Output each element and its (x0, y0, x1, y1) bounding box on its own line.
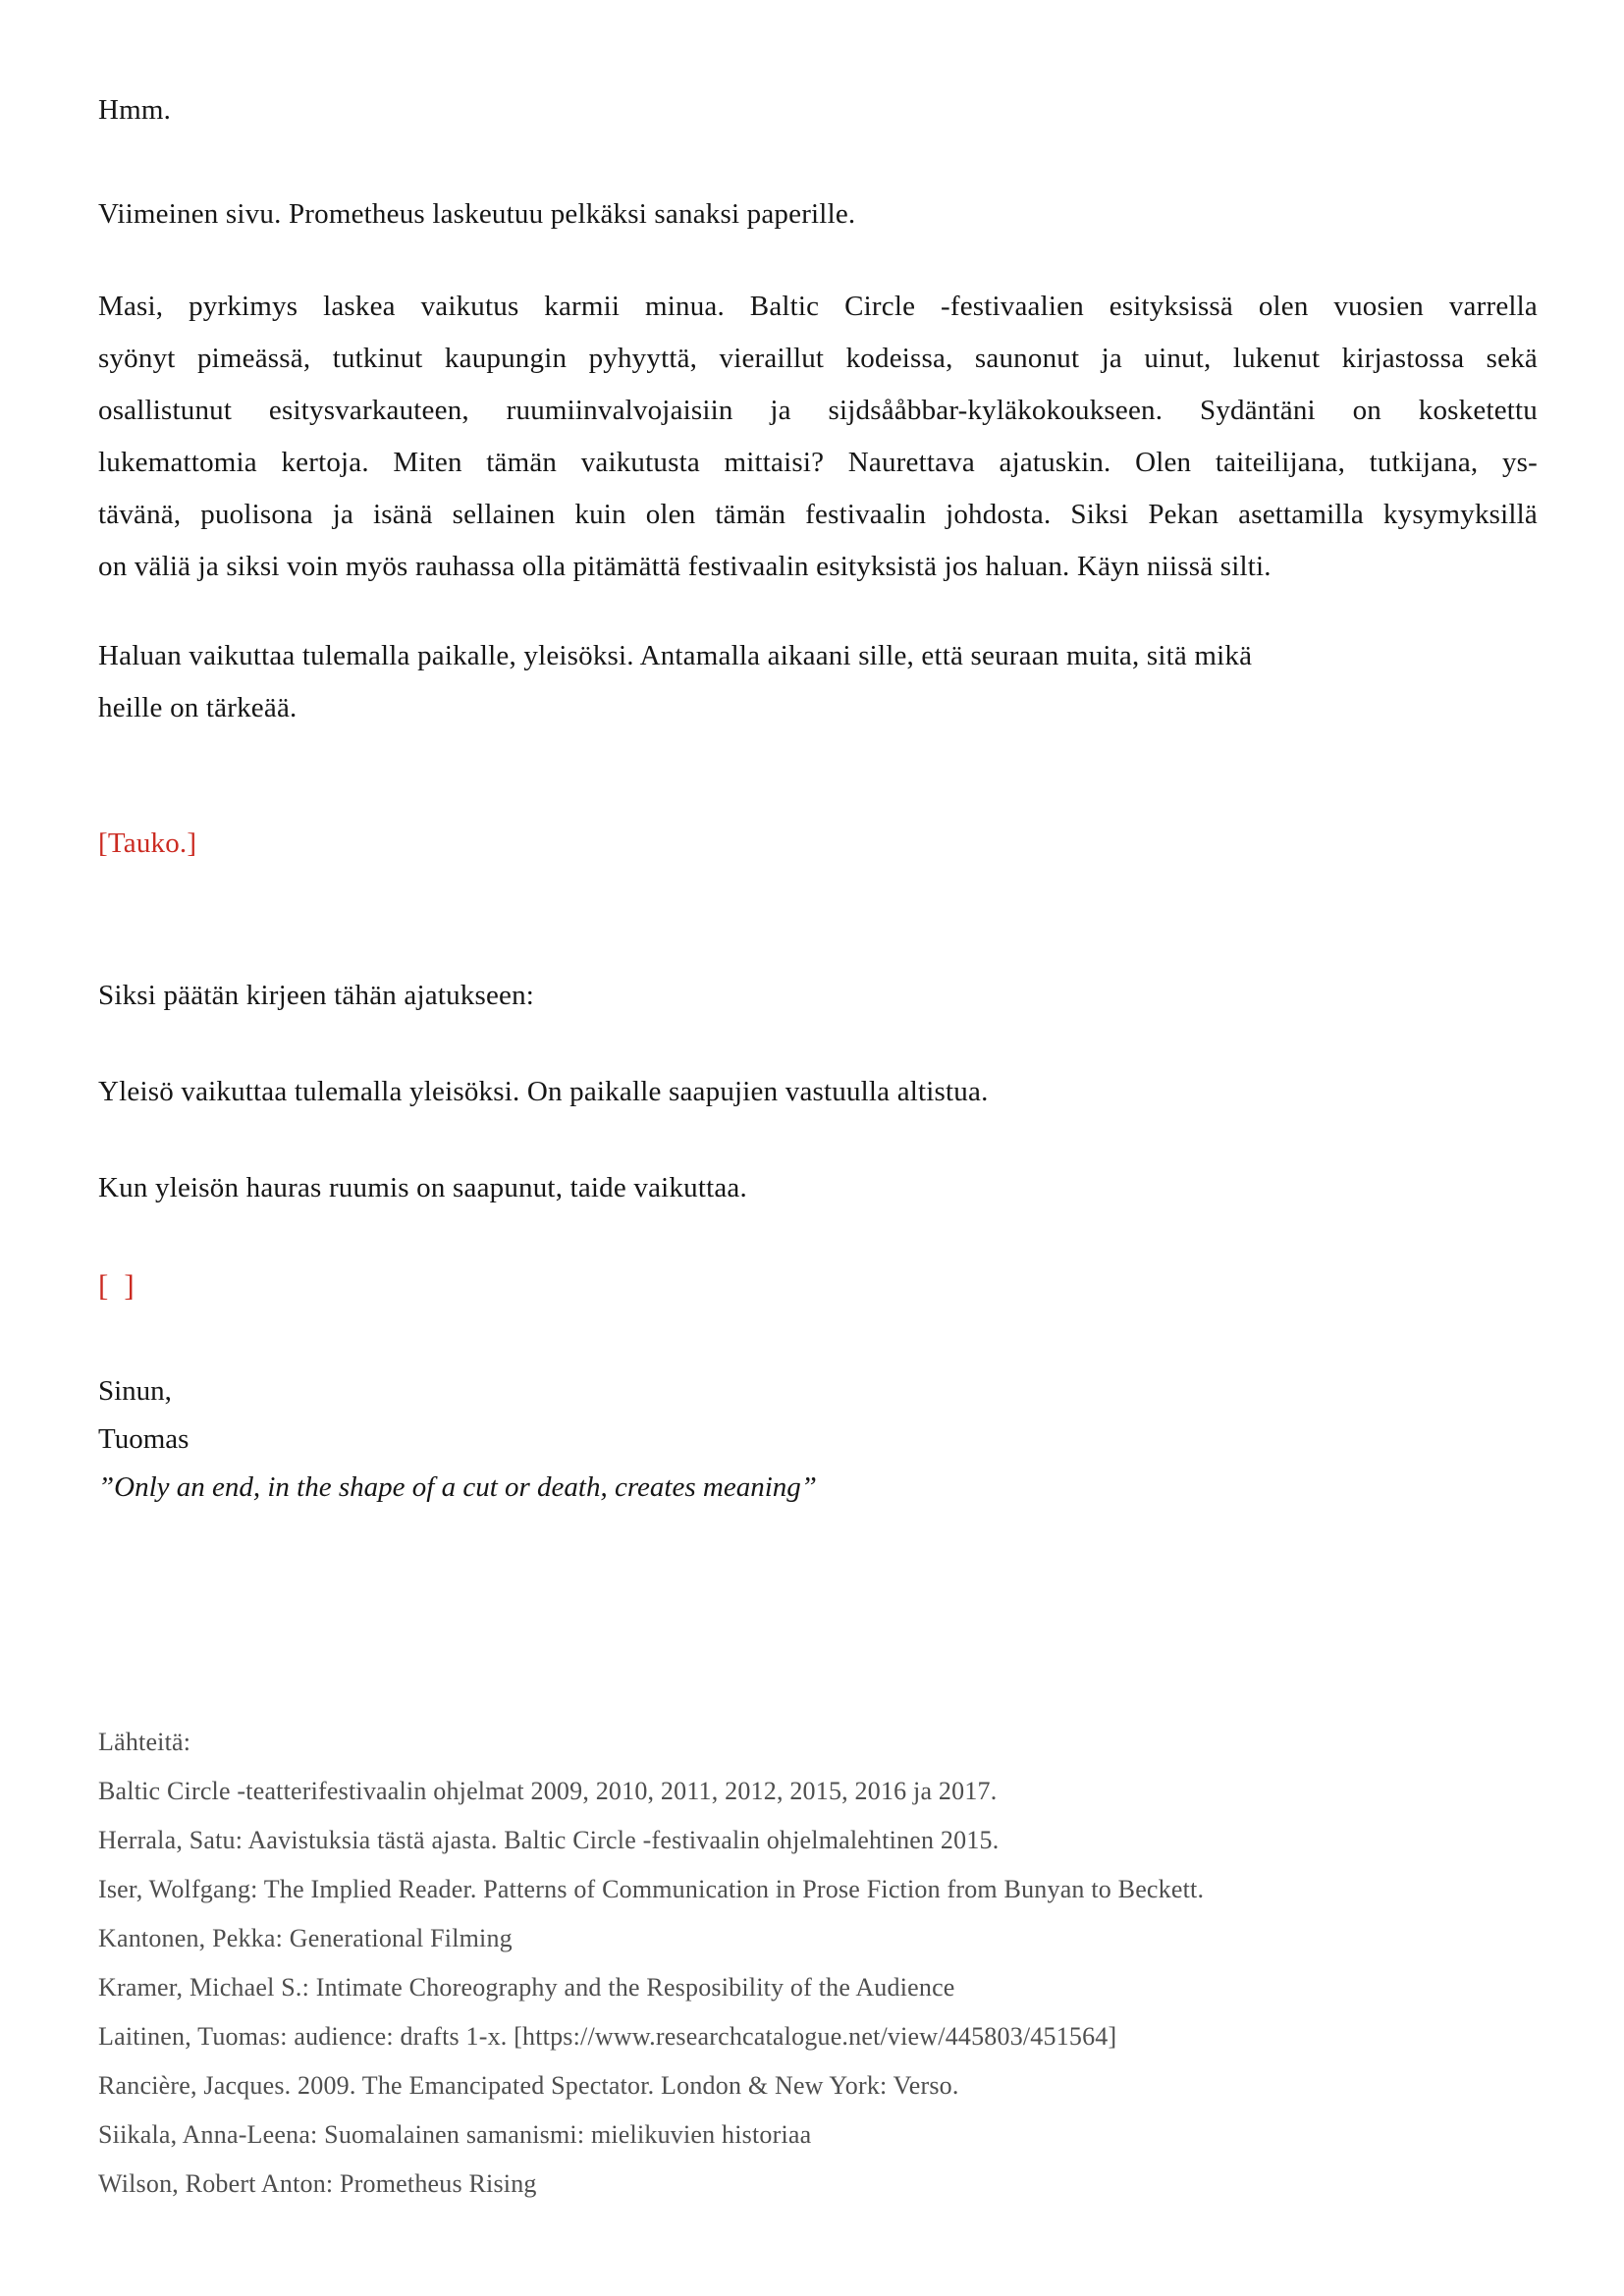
paragraph-masi-line: osallistunut esitysvarkauteen, ruumiinvalvojaisiin ja sijdsååbbar-kyläkokoukseen. Sydäntäni on kosketettu (98, 395, 1538, 426)
paragraph-masi (98, 281, 1538, 593)
source-item: Rancière, Jacques. 2009. The Emancipated Spectator. London & New York: Verso. (98, 2071, 959, 2100)
source-item: Wilson, Robert Anton: Prometheus Rising (98, 2169, 537, 2198)
paragraph-masi-line: lukemattomia kertoja. Miten tämän vaikutusta mittaisi? Naurettava ajatuskin. Olen taiteilijana, tutkijana, ys- (98, 447, 1538, 478)
paragraph-masi-line: Masi, pyrkimys laskea vaikutus karmii minua. Baltic Circle -festivaalien esityksissä olen vuosien varrella (98, 291, 1538, 322)
paragraph-yleiso: Yleisö vaikuttaa tulemalla yleisöksi. On paikalle saapujien vastuulla altistua. (98, 1076, 989, 1107)
sources-section (98, 1718, 1538, 2209)
source-item: Laitinen, Tuomas: audience: drafts 1-x. [https://www.researchcatalogue.net/view/445803/451564] (98, 2022, 1117, 2051)
paragraph-masi-line: tävänä, puolisona ja isänä sellainen kuin olen tämän festivaalin johdosta. Siksi Pekan asettamilla kysymyksillä (98, 499, 1538, 530)
stage-direction-empty-brackets: [ ] (98, 1268, 135, 1303)
source-item: Kantonen, Pekka: Generational Filming (98, 1924, 513, 1952)
signoff-tuomas: Tuomas (98, 1423, 189, 1455)
paragraph-haluan (98, 630, 1538, 734)
paragraph-haluan-line: Haluan vaikuttaa tulemalla paikalle, yleisöksi. Antamalla aikaani sille, että seuraan muita, sitä mikä (98, 640, 1253, 671)
paragraph-masi-line: syönyt pimeässä, tutkinut kaupungin pyhyyttä, vieraillut kodeissa, saunonut ja uinut, lukenut kirjastossa sekä (98, 343, 1538, 374)
paragraph-haluan-line: heille on tärkeää. (98, 692, 298, 723)
paragraph-kun: Kun yleisön hauras ruumis on saapunut, taide vaikuttaa. (98, 1172, 747, 1203)
stage-direction-tauko: [Tauko.] (98, 828, 197, 859)
source-item: Herrala, Satu: Aavistuksia tästä ajasta. Baltic Circle -festivaalin ohjelmalehtinen 2015. (98, 1826, 1000, 1854)
paragraph-siksi: Siksi päätän kirjeen tähän ajatukseen: (98, 980, 535, 1011)
source-item: Baltic Circle -teatterifestivaalin ohjelmat 2009, 2010, 2011, 2012, 2015, 2016 ja 2017. (98, 1777, 998, 1805)
signoff-sinun: Sinun, (98, 1375, 172, 1407)
paragraph-masi-line: on väliä ja siksi voin myös rauhassa olla pitämättä festivaalin esityksistä jos haluan. Käyn niissä silti. (98, 551, 1272, 582)
closing-quote: ”Only an end, in the shape of a cut or death, creates meaning” (98, 1471, 817, 1503)
sources-heading: Lähteitä: (98, 1728, 191, 1756)
source-item: Iser, Wolfgang: The Implied Reader. Patterns of Communication in Prose Fiction from Bunyan to Beckett. (98, 1875, 1205, 1903)
source-item: Siikala, Anna-Leena: Suomalainen samanismi: mielikuvien historiaa (98, 2120, 812, 2149)
paragraph-last-page: Viimeinen sivu. Prometheus laskeutuu pelkäksi sanaksi paperille. (98, 198, 856, 230)
source-item: Kramer, Michael S.: Intimate Choreography and the Resposibility of the Audience (98, 1973, 955, 2002)
signature-block (98, 1367, 1538, 1512)
paragraph-hmm: Hmm. (98, 94, 172, 126)
